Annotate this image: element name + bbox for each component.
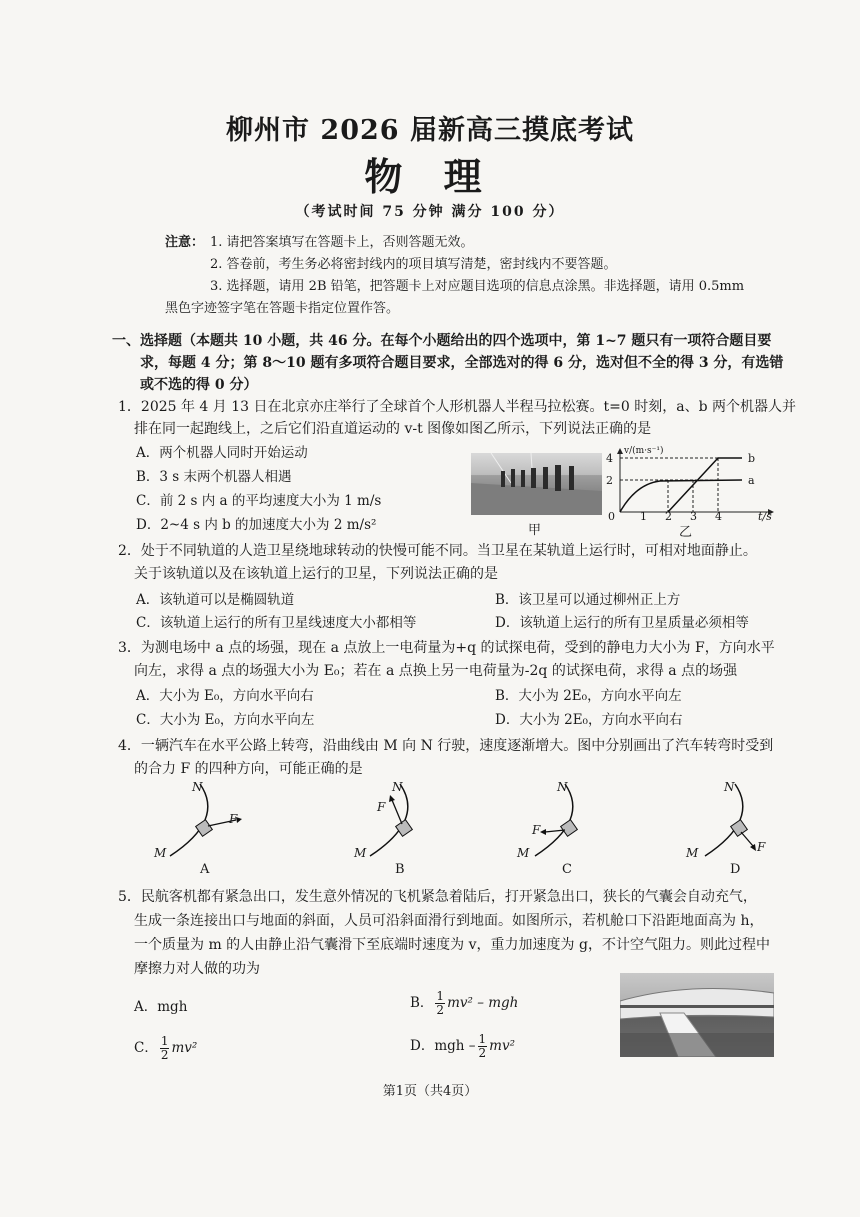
q3-option-b: B．大小为 2E₀，方向水平向左: [495, 688, 682, 704]
q2-option-c: C．该轨道上运行的所有卫星线速度大小都相等: [136, 615, 417, 631]
q2-option-b: B．该卫星可以通过柳州正上方: [495, 592, 681, 608]
q5-option-b: B． $\frac{1}{2}$ mv² – mgh: [410, 989, 519, 1017]
q3-option-c: C．大小为 E₀，方向水平向左: [136, 712, 315, 728]
graph-x-tick-1: 1: [640, 510, 647, 523]
note-3-cont: 黑色字迹签字笔在答题卡指定位置作答。: [165, 301, 400, 316]
q4-label-b: B: [395, 862, 405, 877]
q4-b-n: N: [392, 780, 403, 794]
q4-diagram-b: [350, 780, 460, 860]
line-b: [668, 458, 742, 512]
q4-label-d: D: [730, 862, 741, 877]
q4-c-n: N: [557, 780, 568, 794]
q1-stem-1: 1．2025 年 4 月 13 日在北京亦庄举行了全球首个人形机器人半程马拉松赛。t=0 时刻，a、b 两个机器人并: [118, 399, 796, 415]
q4-c-m: M: [517, 846, 530, 860]
q1-option-d: D．2~4 s 内 b 的加速度大小为 2 m/s²: [136, 517, 377, 533]
q4-d-f: F: [757, 840, 766, 854]
q3-option-d: D．大小为 2E₀，方向水平向右: [495, 712, 683, 728]
graph-line-b-label: b: [748, 452, 756, 465]
q4-c-f: F: [532, 823, 541, 837]
q4-diagram-c: [515, 780, 625, 860]
q1-option-c: C．前 2 s 内 a 的平均速度大小为 1 m/s: [136, 493, 382, 509]
q5-stem-4: 摩擦力对人做的功为: [134, 961, 260, 977]
marathon-photo: [471, 453, 602, 515]
q4-stem-1: 4．一辆汽车在水平公路上转弯，沿曲线由 M 向 N 行驶，速度逐渐增大。图中分别画出了汽车转弯时受到: [118, 738, 774, 754]
q4-stem-2: 的合力 F 的四种方向，可能正确的是: [134, 761, 363, 777]
q3-option-a: A．大小为 E₀，方向水平向右: [136, 688, 314, 704]
q4-label-a: A: [200, 862, 210, 877]
q3-stem-2: 向左，求得 a 点的场强大小为 E₀；若在 a 点换上另一电荷量为-2q 的试探电荷，求得 a 点的场强: [134, 663, 738, 679]
section-1-line-3: 或不选的得 0 分）: [140, 377, 258, 393]
q5-stem-3: 一个质量为 m 的人由静止沿气囊滑下至底端时速度为 v，重力加速度为 g，不计空气阻力。则此过程中: [134, 937, 770, 953]
q2-option-d: D．该轨道上运行的所有卫星质量必须相等: [495, 615, 749, 631]
q5-option-d: D．mgh – $\frac{1}{2}$ mv²: [410, 1032, 515, 1060]
q4-diagram-d: [685, 780, 795, 860]
line-a: [620, 480, 742, 512]
q5-stem-2: 生成一条连接出口与地面的斜面，人员可沿斜面滑行到地面。如图所示，若机舱口下沿距地面高为 h，: [134, 913, 764, 929]
exam-title: 柳州市 2026 届新高三摸底考试: [226, 115, 634, 146]
q4-d-m: M: [686, 846, 699, 860]
q5-stem-1: 5．民航客机都有紧急出口，发生意外情况的飞机紧急着陆后，打开紧急出口，狭长的气囊会自动充气，: [118, 889, 757, 905]
note-1: 1. 请把答案填写在答题卡上，否则答题无效。: [210, 235, 474, 250]
graph-y-label: v/(m·s⁻¹): [624, 446, 664, 456]
graph-x-label: t/s: [758, 510, 772, 523]
graph-line-a-label: a: [748, 474, 755, 487]
q4-diagram-a: [150, 780, 260, 860]
q4-d-n: N: [724, 780, 735, 794]
q4-label-c: C: [562, 862, 572, 877]
q4-a-f: F: [229, 812, 238, 826]
graph-x-tick-0: 0: [608, 510, 615, 523]
q4-b-m: M: [354, 846, 367, 860]
q2-stem-1: 2．处于不同轨道的人造卫星绕地球转动的快慢可能不同。当卫星在某轨道上运行时，可相对地面静止。: [118, 543, 757, 559]
q1-option-b: B．3 s 末两个机器人相遇: [136, 469, 292, 485]
time-info: （考试时间 75 分钟 满分 100 分）: [295, 204, 565, 220]
q2-stem-2: 关于该轨道以及在该轨道上运行的卫星，下列说法正确的是: [134, 566, 498, 582]
q2-option-a: A．该轨道可以是椭圆轨道: [136, 592, 295, 608]
q1-stem-2: 排在同一起跑线上，之后它们沿直道运动的 v-t 图像如图乙所示，下列说法正确的是: [134, 421, 652, 437]
q1-option-a: A．两个机器人同时开始运动: [136, 445, 308, 461]
note-2: 2. 答卷前，考生务必将密封线内的项目填写清楚，密封线内不要答题。: [210, 257, 617, 272]
fig-label-yi: 乙: [679, 525, 693, 540]
note-3: 3. 选择题，请用 2B 铅笔，把答题卡上对应题目选项的信息点涂黑。非选择题，请用 0.5mm: [210, 279, 745, 294]
q4-a-n: N: [192, 780, 203, 794]
q3-stem-1: 3．为测电场中 a 点的场强，现在 a 点放上一电荷量为+q 的试探电荷，受到的静电力大小为 F，方向水平: [118, 640, 775, 656]
q4-b-f: F: [377, 800, 386, 814]
airplane-photo: [620, 973, 774, 1057]
section-1-line-2: 求，每题 4 分；第 8～10 题有多项符合题目要求，全部选对的得 6 分，选对但不全的得 3 分，有选错: [140, 355, 784, 371]
q5-option-a: A．mgh: [134, 999, 188, 1015]
graph-y-tick-2: 2: [606, 474, 613, 487]
graph-x-tick-3: 3: [690, 510, 697, 523]
graph-x-tick-4: 4: [715, 510, 722, 523]
fig-label-jia: 甲: [528, 523, 542, 538]
subject-title: 物 理: [364, 154, 496, 199]
q5-option-c: C． $\frac{1}{2}$ mv²: [134, 1034, 198, 1062]
graph-x-tick-2: 2: [665, 510, 672, 523]
q4-a-m: M: [154, 846, 167, 860]
page-number: 第1页（共4页）: [382, 1084, 478, 1099]
notes-label: 注意：: [165, 235, 205, 250]
section-1-line-1: 一、选择题（本题共 10 小题，共 46 分。在每个小题给出的四个选项中，第 1~7 题只有一项符合题目要: [112, 333, 772, 349]
graph-y-tick-4: 4: [606, 452, 613, 465]
